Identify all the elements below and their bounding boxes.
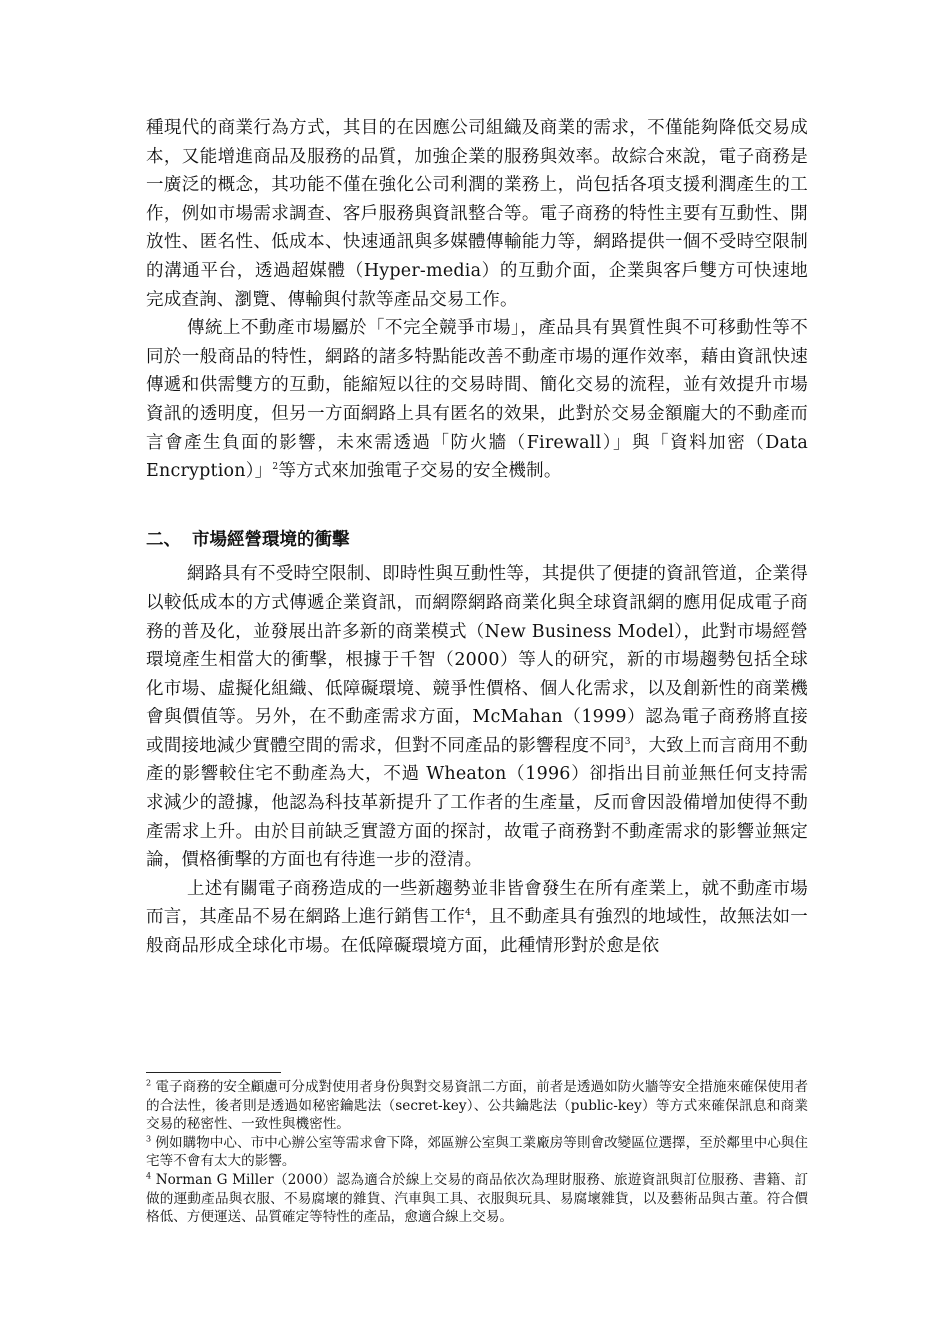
paragraph-text: 種現代的商業行為方式，其目的在因應公司組織及商業的需求，不僅能夠降低交易成本，又能增進商品及服務的品質，加強企業的服務與效率。故綜合來說，電子商務是一廣泛的概念，其功能不僅在強化公司利潤的業務上，尚包括各項支援利潤產生的工作，例如市場需求調查、客戶服務與資訊整合等。電子商務的特性主要有互動性、開放性、匿名性、低成本、快速通訊與多媒體傳輸能力等，網路提供一個不受時空限制的溝通平台，透過超媒體（Hyper-media）的互動介面，企業與客戶雙方可快速地完成查詢、瀏覽、傳輸與付款等產品交易工作。	[146, 118, 808, 310]
paragraph-real-estate-market	[146, 314, 808, 486]
footnote-ref-2[interactable]: 2	[272, 462, 279, 473]
footnote-text: 例如購物中心、市中心辦公室等需求會下降，郊區辦公室與工業廠房等則會改變區位選擇，至於鄰里中心與住宅等不會有太大的影響。	[146, 1134, 808, 1170]
footnote-3	[146, 1134, 808, 1171]
paragraph-text: 等方式來加強電子交易的安全機制。	[278, 461, 562, 482]
paragraph-text: 傳統上不動產市場屬於「不完全競爭市場」，產品具有異質性與不可移動性等不同於一般商品的特性，網路的諸多特點能改善不動產市場的運作效率，藉由資訊快速傳遞和供需雙方的互動，能縮短以往的交易時間、簡化交易的流程，並有效提升市場資訊的透明度，但另一方面網路上具有匿名的效果，此對於交易金額龐大的不動產而言會產生負面的影響，未來需透過「防火牆（Firewall）」與「資料加密（Data Encryption）」	[146, 318, 808, 482]
footnote-text: Norman G Miller（2000）認為適合於線上交易的商品依次為理財服務、旅遊資訊與訂位服務、書籍、訂做的運動產品與衣服、不易腐壞的雜貨、汽車與工具、衣服與玩具、易腐壞雜貨，以及藝術品與古董。符合價格低、方便運送、品質確定等特性的產品，愈適合線上交易。	[146, 1171, 808, 1226]
footnote-mark: 4	[146, 1171, 152, 1181]
footnote-mark: 2	[146, 1078, 152, 1088]
paragraph-ecommerce-definition	[146, 114, 808, 314]
footnote-text: 電子商務的安全顧慮可分成對使用者身份與對交易資訊二方面，前者是透過如防火牆等安全措施來確保使用者的合法性，後者則是透過如秘密鑰匙法（secret-key）、公共鑰匙法（public-key）等方式來確保訊息和商業交易的秘密性、一致性與機密性。	[146, 1079, 808, 1133]
footnote-mark: 3	[146, 1134, 152, 1144]
section-heading	[146, 526, 808, 555]
footnote-4	[146, 1171, 808, 1227]
paragraph-text: ，大致上而言商用不動產的影響較住宅不動產為大，不過 Wheaton（1996）卻指出目前並無任何支持需求減少的證據，他認為科技革新提升了工作者的生產量，反而會因設備增加使得不動產需求上升。由於目前缺乏實證方面的探討，故電子商務對不動產需求的影響並無定論，價格衝擊的方面也有待進一步的澄清。	[146, 735, 808, 871]
footnote-ref-4[interactable]: 4	[465, 908, 472, 919]
paragraph-text: 上述有關電子商務造成的一些新趨勢並非皆會發生在所有產業上，就不動產市場而言，其產品不易在網路上進行銷售工作	[146, 878, 808, 928]
footnote-ref-3[interactable]: 3	[624, 737, 631, 748]
footnotes	[146, 1078, 808, 1227]
paragraph-text: 網路具有不受時空限制、即時性與互動性等，其提供了便捷的資訊管道，企業得以較低成本的方式傳遞企業資訊，而網際網路商業化與全球資訊網的應用促成電子商務的普及化，並發展出許多新的商業模式（New Business Model），此對市場經營環境產生相當大的衝擊，根據于千智（2000）等人的研究，新的市場趨勢包括全球化市場、虛擬化組織、低障礙環境、競爭性價格、個人化需求，以及創新性的商業機會與價值等。另外，在不動產需求方面，McMahan（1999）認為電子商務將直接或間接地減少實體空間的需求，但對不同產品的影響程度不同	[146, 564, 808, 756]
paragraph-market-impact	[146, 560, 808, 875]
section-title: 市場經營環境的衝擊	[192, 529, 350, 550]
paragraph-text: ，且不動產具有強烈的地域性，故無法如一般商品形成全球化市場。在低障礙環境方面，此種情形對於愈是依	[146, 907, 808, 957]
footnote-2	[146, 1078, 808, 1134]
body-text	[146, 114, 808, 961]
footnote-separator	[146, 1072, 281, 1073]
section-number: 二、	[146, 529, 181, 550]
paragraph-new-trends	[146, 875, 808, 961]
